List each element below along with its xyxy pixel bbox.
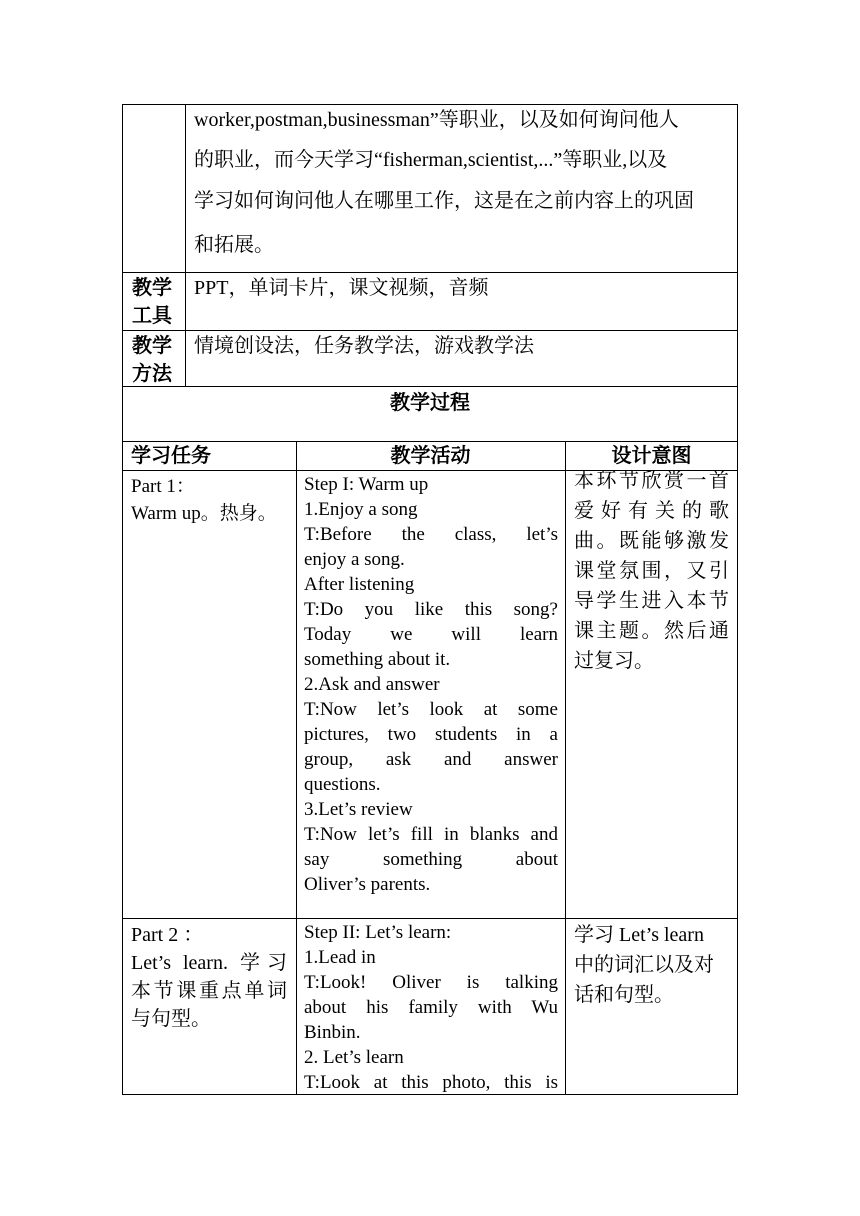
- intent-line: 课堂氛围，又引: [574, 560, 729, 582]
- activity-line: T:Now let’s look at some: [304, 699, 558, 720]
- intent-line: 爱好有关的歌: [574, 500, 729, 522]
- intro-line: 学习如何询问他人在哪里工作，这是在之前内容上的巩固: [194, 190, 694, 212]
- activity-line: Today we will learn: [304, 624, 558, 645]
- intent-line: 话和句型。: [574, 984, 674, 1006]
- intent-line: 过复习。: [574, 650, 654, 672]
- task-line: Part 2 ：: [131, 924, 204, 946]
- intro-line: 和拓展。: [194, 234, 274, 256]
- intent-line: 导学生进入本节: [574, 590, 729, 612]
- methods-label-line: 教学: [132, 335, 172, 357]
- activity-line: T:Before the class, let’s: [304, 524, 558, 545]
- header-activity: 教学活动: [390, 445, 471, 467]
- activity-line: T:Look! Oliver is talking: [304, 972, 558, 993]
- activity-line: about his family with Wu: [304, 997, 558, 1018]
- activity-line: questions.: [304, 774, 381, 795]
- activity-line: something about it.: [304, 649, 451, 670]
- task-line: 本节课重点单词: [131, 980, 287, 1002]
- task-line: 与句型。: [131, 1008, 211, 1030]
- activity-line: Binbin.: [304, 1022, 361, 1043]
- header-intent: 设计意图: [611, 445, 692, 467]
- intro-line: worker,postman,businessman”等职业，以及如何询问他人: [194, 109, 679, 131]
- task-line: Warm up。热身。: [131, 503, 277, 524]
- header-task: 学习任务: [131, 445, 211, 467]
- tools-label-line: 工具: [132, 305, 172, 327]
- intent-line: 曲。既能够激发: [574, 530, 729, 552]
- activity-line: T:Do you like this song?: [304, 599, 558, 620]
- tools-value: PPT，单词卡片，课文视频，音频: [194, 277, 489, 299]
- activity-line: Step II: Let’s learn:: [304, 922, 452, 943]
- activity-line: pictures, two students in a: [304, 724, 558, 745]
- process-title: 教学过程: [390, 392, 470, 414]
- activity-line: T:Look at this photo, this is: [304, 1072, 558, 1093]
- task-line: Let’s learn. 学习: [131, 952, 287, 974]
- activity-line: Step I: Warm up: [304, 474, 429, 495]
- methods-label-line: 方法: [132, 363, 172, 385]
- activity-line: 1.Lead in: [304, 947, 376, 968]
- activity-line: 1.Enjoy a song: [304, 499, 418, 520]
- activity-line: 2.Ask and answer: [304, 674, 440, 695]
- activity-line: Oliver’s parents.: [304, 874, 431, 895]
- intent-line: 中的词汇以及对: [574, 954, 714, 976]
- activity-line: After listening: [304, 574, 415, 595]
- intro-line: 的职业，而今天学习“fisherman,scientist,...”等职业,以及: [194, 149, 668, 171]
- activity-line: enjoy a song.: [304, 549, 405, 570]
- tools-label-line: 教学: [132, 277, 172, 299]
- activity-line: 2. Let’s learn: [304, 1047, 404, 1068]
- intent-line: 课主题。然后通: [574, 620, 729, 642]
- activity-line: say something about: [304, 849, 558, 870]
- intent-line: 学习 Let’s learn: [574, 924, 704, 946]
- activity-line: T:Now let’s fill in blanks and: [304, 824, 558, 845]
- task-line: Part 1：: [131, 476, 195, 497]
- activity-line: 3.Let’s review: [304, 799, 413, 820]
- activity-line: group, ask and answer: [304, 749, 558, 770]
- intent-line: 本环节欣赏一首: [574, 470, 729, 492]
- methods-value: 情境创设法，任务教学法，游戏教学法: [194, 335, 534, 357]
